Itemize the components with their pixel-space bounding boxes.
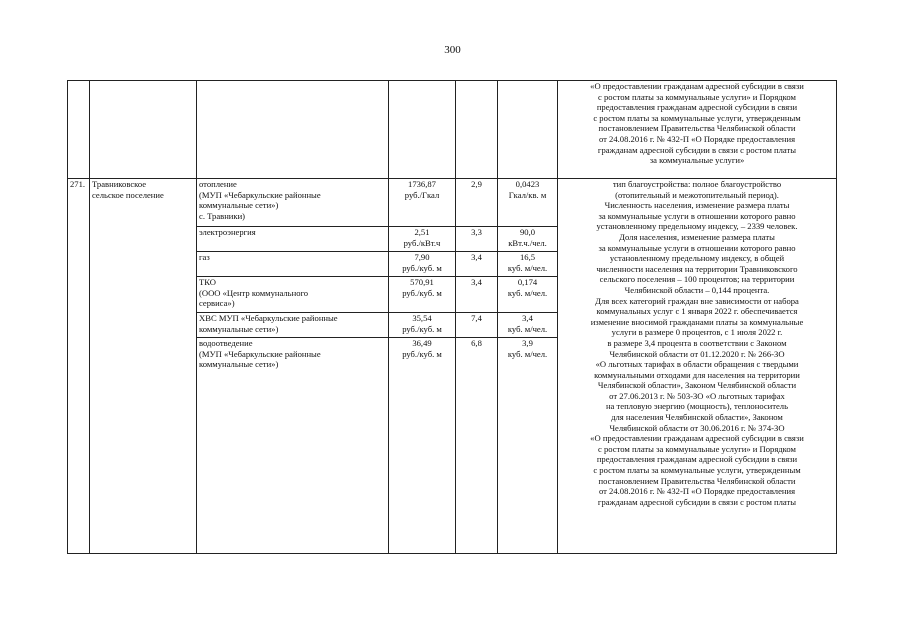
tariff-unit: руб./куб. м [402, 262, 442, 273]
page-number: 300 [444, 44, 461, 56]
cell-service [197, 227, 389, 252]
cell-service [197, 313, 389, 338]
tariff-unit: руб./куб. м [402, 287, 442, 298]
service-name-line: (МУП «Чебаркульские районные [199, 348, 321, 359]
service-name-line: водоотведение [199, 338, 253, 348]
note-line: «О предоставлении гражданам адресной субсидии в связи [590, 81, 804, 91]
cell-norm [498, 179, 558, 227]
service-name-line: коммунальные сети») [199, 200, 279, 211]
note-line: за коммунальные услуги в отношении которого равно [598, 210, 796, 221]
note-line: услуги в размере 0 процентов, с 1 июля 2022 г. [611, 327, 783, 338]
cell-norm [498, 227, 558, 252]
tariff-value: 35,54 [412, 313, 432, 323]
norm-value: 0,174 [517, 277, 538, 287]
note-line: Доля населения, изменение размера платы [619, 231, 775, 242]
cell-service [197, 338, 389, 554]
service-name-line: ХВС МУП «Чебаркульские районные [199, 313, 338, 323]
cell-index: 7,4 [456, 313, 498, 338]
tariff-value: 7,90 [414, 252, 430, 262]
note-line: за коммунальные услуги в отношении которого равно [598, 242, 796, 253]
norm-unit: куб. м/чел. [507, 323, 548, 334]
cell-tariff [389, 252, 456, 277]
norm-value: 3,9 [522, 338, 533, 348]
note-line: от 27.06.2013 г. № 503-ЗО «О льготных тарифах [609, 390, 785, 401]
note-line: изменение вносимой гражданами платы за коммунальные [590, 316, 804, 327]
cell-tariff [389, 313, 456, 338]
norm-value: 3,4 [522, 313, 533, 323]
cell-index: 6,8 [456, 338, 498, 554]
cell-settlement [90, 81, 197, 179]
note-line: для населения Челябинской области», Законом [611, 412, 783, 423]
service-name-line: (МУП «Чебаркульские районные [199, 189, 321, 200]
tariff-value: 2,51 [414, 227, 430, 237]
cell-number: 271. [68, 179, 90, 554]
settlement-line: сельское поселение [92, 189, 164, 200]
note-line: за коммунальные услуги» [649, 155, 745, 166]
service-name-line: с. Травники) [199, 210, 246, 221]
service-name-line: (ООО «Центр коммунального [199, 287, 309, 298]
tariff-unit: руб./куб. м [402, 348, 442, 359]
note-line: Для всех категорий граждан вне зависимости от набора [595, 295, 799, 306]
tariff-unit: руб./Гкал [404, 189, 440, 200]
note-line: установленному предельному индексу, в общей [609, 253, 785, 264]
note-line: в размере 3,4 процента в соответствии с Законом [607, 337, 787, 348]
tariff-unit: руб./куб. м [402, 323, 442, 334]
note-line: от 24.08.2016 г. № 432-П «О Порядке предоставления [598, 133, 796, 144]
note-line: с ростом платы за коммунальные услуги» и Порядком [598, 91, 796, 102]
service-name-line: отопление [199, 179, 237, 189]
cell-service [197, 81, 389, 179]
note-line: постановлением Правительства Челябинской области [598, 475, 796, 486]
tariff-unit: руб./кВт.ч [403, 237, 441, 248]
service-name-line: коммунальные сети») [199, 359, 279, 370]
note-line: с ростом платы за коммунальные услуги» и Порядком [598, 443, 796, 454]
note-line: (отопительный и межотопительный период). [615, 189, 779, 200]
note-line: на тепловую энергию (мощность), теплоноситель [605, 401, 789, 412]
norm-unit: Гкал/кв. м [508, 189, 547, 200]
cell-norm [498, 81, 558, 179]
tariff-table [67, 80, 837, 554]
cell-tariff [389, 277, 456, 313]
norm-value: 16,5 [519, 252, 536, 262]
service-name-line: сервиса») [199, 298, 235, 309]
cell-tariff [389, 338, 456, 554]
note-line: предоставления гражданам адресной субсидии в связи [596, 102, 798, 113]
cell-norm [498, 338, 558, 554]
note-line: «О льготных тарифах в области обращения с твердыми [595, 359, 799, 370]
cell-norm [498, 313, 558, 338]
tariff-value: 36,49 [412, 338, 432, 348]
note-line: Челябинской области от 01.12.2020 г. № 266-ЗО [609, 348, 785, 359]
note-line: с ростом платы за коммунальные услуги, утвержденным [593, 465, 801, 476]
note-line: тип благоустройства: полное благоустройство [612, 179, 782, 189]
note-line: от 24.08.2016 г. № 432-П «О Порядке предоставления [598, 486, 796, 497]
cell-note [558, 81, 837, 179]
note-line: Челябинской области от 30.06.2016 г. № 374-ЗО [609, 422, 785, 433]
note-line: численности населения на территории Травниковского [596, 263, 798, 274]
cell-index: 3,4 [456, 252, 498, 277]
norm-unit: куб. м/чел. [507, 287, 548, 298]
cell-note [558, 179, 837, 554]
cell-number [68, 81, 90, 179]
norm-unit: кВт.ч./чел. [508, 237, 547, 248]
tariff-value: 570,91 [410, 277, 434, 287]
cell-settlement [90, 179, 197, 554]
cell-index: 2,9 [456, 179, 498, 227]
note-line: гражданам адресной субсидии в связи с ростом платы [597, 144, 797, 155]
cell-service [197, 277, 389, 313]
note-line: установленному предельному индексу, – 2339 человек. [596, 221, 798, 232]
table-row-continuation [68, 81, 837, 179]
norm-unit: куб. м/чел. [507, 262, 548, 273]
service-name-line: коммунальные сети») [199, 323, 279, 334]
note-line: Челябинской области – 0,144 процента. [624, 284, 770, 295]
service-name-line: ТКО [199, 277, 216, 287]
note-line: Челябинской области», Законом Челябинской области [597, 380, 797, 391]
note-line: сельского поселения – 100 процентов; на территории [599, 274, 795, 285]
note-line: с ростом платы за коммунальные услуги, утвержденным [593, 112, 801, 123]
note-line: предоставления гражданам адресной субсидии в связи [596, 454, 798, 465]
service-name-line: электроэнергия [199, 227, 256, 237]
cell-norm [498, 252, 558, 277]
cell-service [197, 179, 389, 227]
table-row-service [68, 179, 837, 227]
note-line: коммунальными отходами для населения на территории [594, 369, 800, 380]
norm-value: 90,0 [519, 227, 536, 237]
cell-service [197, 252, 389, 277]
cell-index: 3,3 [456, 227, 498, 252]
note-line: коммунальных услуг с 1 января 2022 г. обеспечивается [596, 306, 798, 317]
note-line: Численность населения, изменение размера платы [604, 200, 790, 211]
settlement-line: Травниковское [92, 179, 147, 189]
norm-unit: куб. м/чел. [507, 348, 548, 359]
note-line: постановлением Правительства Челябинской области [598, 123, 796, 134]
norm-value: 0,0423 [515, 179, 540, 189]
cell-index [456, 81, 498, 179]
cell-tariff [389, 179, 456, 227]
note-line: гражданам адресной субсидии в связи с ростом платы [597, 496, 797, 507]
service-name-line: газ [199, 252, 210, 262]
tariff-value: 1736,87 [408, 179, 436, 189]
cell-tariff [389, 81, 456, 179]
cell-tariff [389, 227, 456, 252]
cell-index: 3,4 [456, 277, 498, 313]
cell-norm [498, 277, 558, 313]
note-line: «О предоставлении гражданам адресной субсидии в связи [590, 433, 804, 444]
